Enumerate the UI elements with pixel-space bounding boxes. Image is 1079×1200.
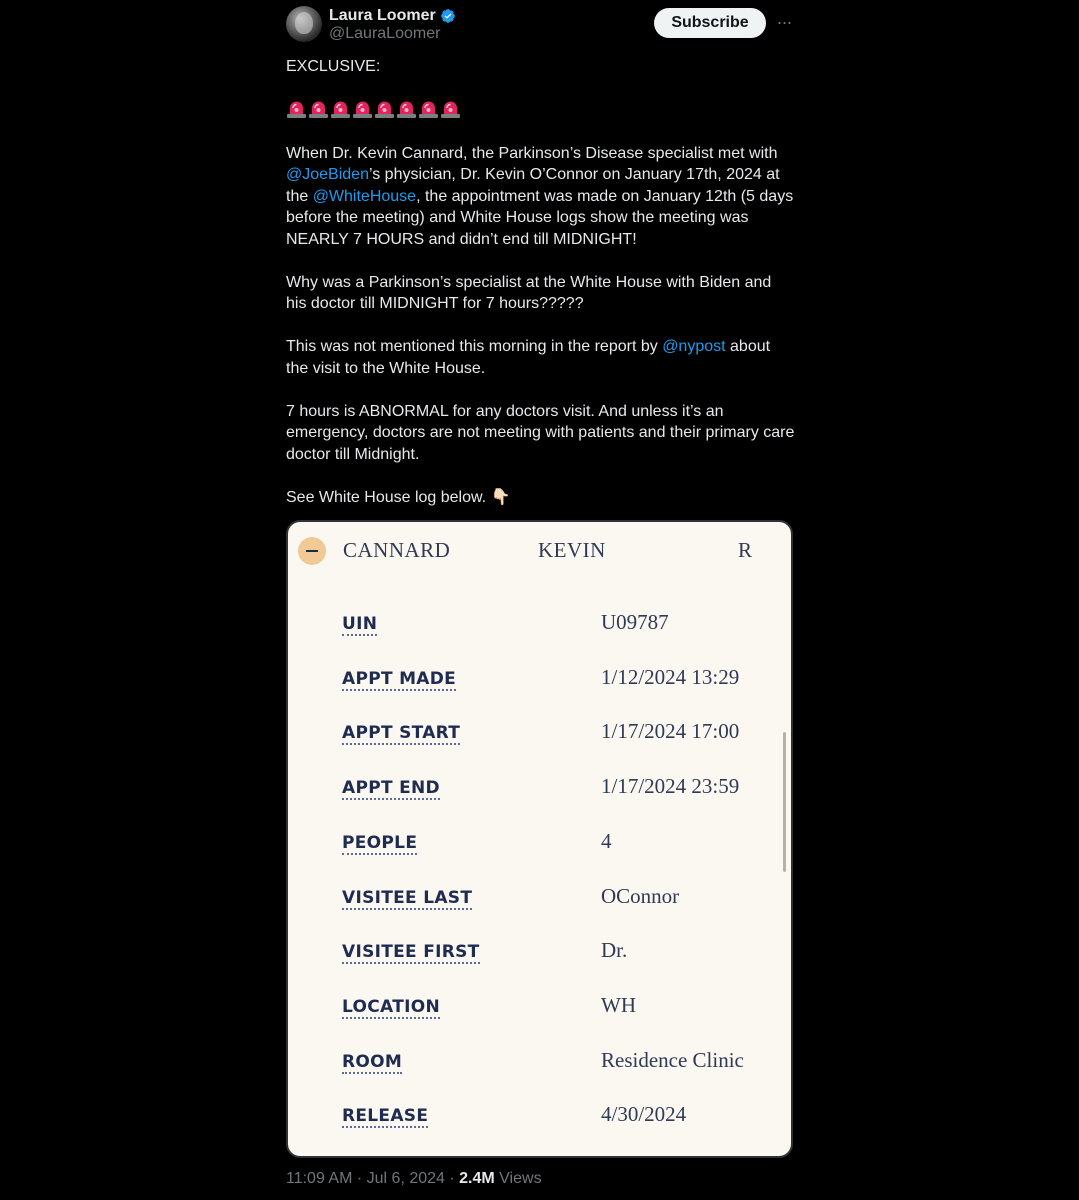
record-field-label: VISITEE LAST	[342, 887, 473, 908]
author-display-name[interactable]: Laura Loomer	[329, 7, 436, 24]
record-field-label: APPT START	[342, 723, 461, 744]
record-field-value: U09787	[601, 610, 669, 634]
record-field-label: ROOM	[342, 1051, 403, 1072]
siren-icon	[440, 99, 461, 119]
verified-badge-icon	[440, 8, 456, 24]
siren-icon	[308, 99, 329, 119]
views-label: Views	[499, 1170, 542, 1187]
record-field-value: 1/17/2024 17:00	[601, 719, 740, 744]
tweet-text-span: ’s physician, Dr. Kevin O’Connor on January 17th, 2024 at the	[286, 166, 785, 205]
tweet-text-span: When Dr. Kevin Cannard, the Parkinson’s Disease specialist met with	[286, 144, 782, 162]
record-field-label: PEOPLE	[342, 832, 418, 853]
subscribe-button[interactable]: Subscribe	[654, 8, 766, 38]
record-field-label: APPT MADE	[342, 668, 457, 689]
siren-icon	[330, 99, 351, 119]
tweet-paragraph-3	[286, 336, 796, 379]
tweet-text-span: about the visit to the White House.	[286, 338, 775, 377]
visitor-last-name: CANNARD	[343, 538, 451, 562]
siren-icon	[418, 99, 439, 119]
siren-icon	[352, 99, 373, 119]
visitor-record-header	[298, 528, 778, 572]
tweet-text-span: This was not mentioned this morning in the report by	[286, 338, 663, 355]
tweet-text	[286, 56, 799, 508]
author-name-row[interactable]	[329, 7, 456, 25]
siren-icon	[396, 99, 417, 119]
record-field-value: 4	[601, 828, 612, 853]
tweet-media-image[interactable]	[286, 520, 793, 1158]
visitor-first-name: KEVIN	[538, 538, 606, 562]
tweet-date[interactable]: Jul 6, 2024	[366, 1170, 445, 1187]
tweet-meta	[286, 1170, 542, 1188]
mention-whitehouse-link[interactable]: @WhiteHouse	[312, 187, 417, 205]
record-field-label: APPT END	[342, 778, 440, 799]
mention-nypost-link[interactable]: @nypost	[662, 338, 726, 355]
tweet-time[interactable]: 11:09 AM	[286, 1170, 353, 1187]
record-field-row	[288, 1100, 778, 1130]
record-field-row	[288, 827, 778, 857]
record-field-row	[288, 772, 778, 802]
meta-separator: ·	[444, 1170, 460, 1187]
record-field-value: 1/12/2024 13:29	[601, 664, 740, 689]
scrollbar	[783, 732, 786, 872]
record-field-row	[288, 1046, 778, 1076]
record-field-value: WH	[601, 992, 636, 1017]
record-field-value: 4/30/2024	[601, 1102, 687, 1127]
views-count: 2.4M	[459, 1170, 495, 1187]
record-field-label: RELEASE	[342, 1106, 429, 1127]
tweet-header	[286, 6, 796, 46]
siren-icon	[286, 99, 307, 119]
mention-joebiden-link[interactable]: @JoeBiden	[286, 166, 369, 183]
record-field-row	[288, 663, 778, 693]
tweet-text-span: , the appointment was made on January 12th (5 days before the meeting) and White House logs show the meeting was NEARLY 7 HOURS and didn’t end till MIDNIGHT!	[286, 187, 798, 248]
tweet-line-exclusive: EXCLUSIVE:	[286, 58, 381, 75]
record-field-row	[288, 991, 778, 1021]
collapse-minus-icon	[298, 537, 326, 565]
record-field-row	[288, 936, 778, 966]
siren-icon	[374, 99, 395, 119]
record-field-row	[288, 608, 778, 638]
visitor-middle-initial: R	[738, 538, 753, 562]
tweet-paragraph-2: Why was a Parkinson’s specialist at the White House with Biden and his doctor till MIDNIGHT for 7 hours?????	[286, 273, 776, 312]
meta-separator: ·	[352, 1170, 367, 1187]
avatar[interactable]	[286, 6, 322, 42]
record-field-value: OConnor	[601, 883, 680, 908]
tweet-paragraph-1	[286, 143, 796, 251]
record-field-value: 1/17/2024 23:59	[601, 774, 740, 799]
record-field-label: UIN	[342, 614, 378, 634]
record-field-label: VISITEE FIRST	[342, 942, 480, 963]
record-field-row	[288, 882, 778, 912]
record-field-row	[288, 717, 778, 747]
siren-emoji-row	[286, 99, 796, 121]
tweet-paragraph-5: See White House log below. 👇🏻	[286, 488, 511, 506]
more-options-icon[interactable]: ···	[776, 12, 792, 32]
author-handle[interactable]: @LauraLoomer	[329, 25, 441, 42]
record-field-label: LOCATION	[342, 996, 440, 1017]
record-field-value: Residence Clinic	[601, 1047, 744, 1072]
tweet-paragraph-4: 7 hours is ABNORMAL for any doctors visit. And unless it’s an emergency, doctors are not meeting with patients and their primary care doctor till Midnight.	[286, 402, 799, 463]
record-field-value: Dr.	[601, 938, 628, 963]
